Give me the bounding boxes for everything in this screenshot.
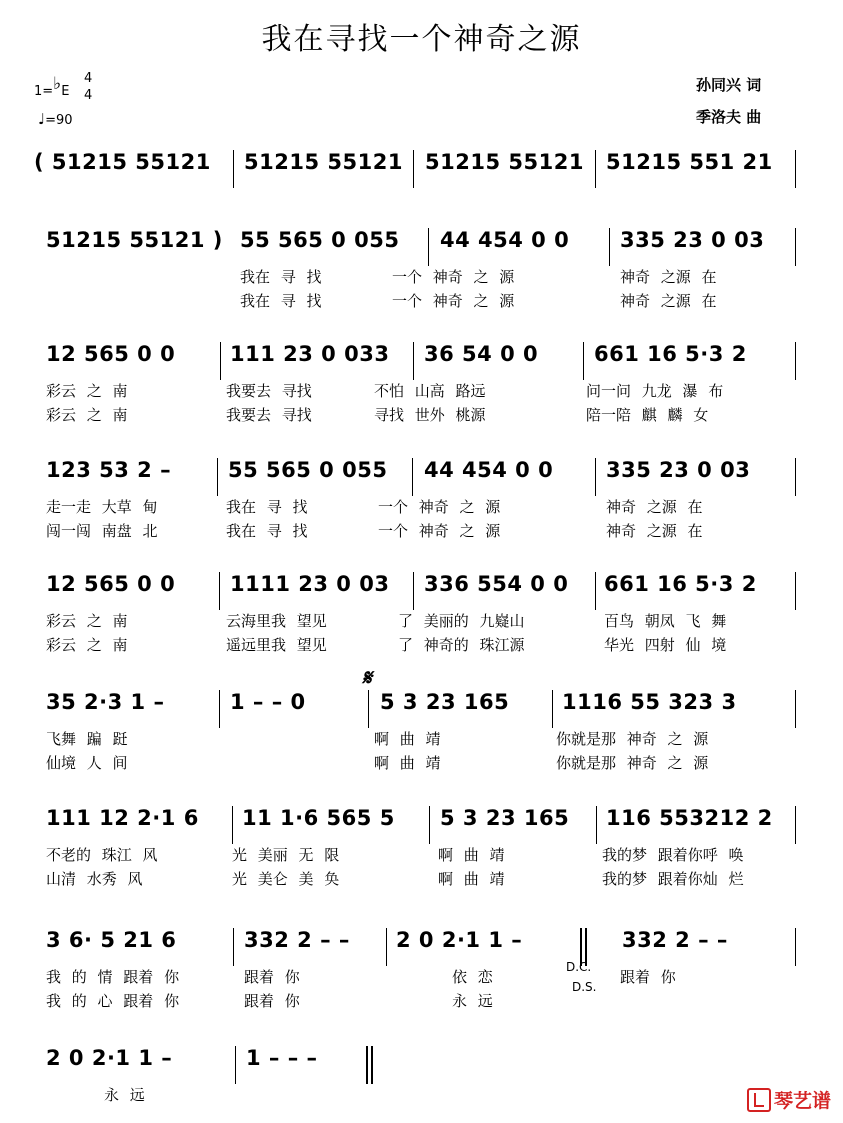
measure: 51215 55121 ) [46, 228, 223, 252]
lyric-segment: 不老的 珠江 风 [46, 846, 158, 864]
measure: 111 12 2·1 6 [46, 806, 199, 830]
barline [413, 572, 414, 610]
measure: 5 3 23 165 [380, 690, 510, 714]
barline [233, 928, 234, 966]
measure: 332 2 – – [622, 928, 728, 952]
lyrics-verse-2 [0, 520, 843, 544]
lyric-segment: 永 远 [104, 1086, 145, 1104]
lyrics-verse-2 [0, 634, 843, 658]
lyric-segment: 彩云 之 南 [46, 382, 128, 400]
measure: 111 23 0 033 [230, 342, 390, 366]
key-note: E [61, 84, 70, 99]
barline [413, 150, 414, 188]
lyric-segment: 彩云 之 南 [46, 636, 128, 654]
lyric-segment: 啊 曲 靖 [438, 870, 505, 888]
notes-row [0, 806, 843, 846]
lyrics-verse-1 [0, 380, 843, 404]
barline [219, 572, 220, 610]
lyric-segment: 啊 曲 靖 [374, 754, 441, 772]
barline [609, 228, 610, 266]
lyric-segment: 我 的 心 跟着 你 [46, 992, 180, 1010]
notes-row [0, 666, 843, 730]
lyric-segment: 彩云 之 南 [46, 612, 128, 630]
barline [219, 690, 220, 728]
lyric-segment: 我要去 寻找 [226, 382, 312, 400]
time-top: 4 [84, 71, 93, 86]
barline [583, 342, 584, 380]
lyric-segment: 啊 曲 靖 [438, 846, 505, 864]
barline [428, 228, 429, 266]
ds-marker: D.S. [572, 980, 597, 994]
lyric-segment: 我在 寻 找 [240, 268, 322, 286]
lyrics-verse-1 [0, 844, 843, 868]
measure: 5 3 23 165 [440, 806, 570, 830]
barline [232, 806, 233, 844]
lyric-segment: 光 美仑 美 奂 [232, 870, 340, 888]
lyric-segment: 一个 神奇 之 源 [378, 522, 501, 540]
barline [795, 342, 796, 380]
lyric-segment: 光 美丽 无 限 [232, 846, 340, 864]
lyric-segment: 一个 神奇 之 源 [392, 268, 515, 286]
barline [366, 1046, 368, 1084]
barline [413, 342, 414, 380]
lyric-segment: 寻找 世外 桃源 [374, 406, 486, 424]
barline [235, 1046, 236, 1084]
lyric-segment: 我在 寻 找 [240, 292, 322, 310]
barline [596, 806, 597, 844]
lyric-segment: 跟着 你 [620, 968, 676, 986]
tempo-marking [38, 110, 73, 128]
barline [595, 572, 596, 610]
lyric-segment: 你就是那 神奇 之 源 [556, 730, 709, 748]
notes-row [0, 150, 843, 190]
measure: 3 6· 5 21 6 [46, 928, 177, 952]
barline [429, 806, 430, 844]
measure: 661 16 5·3 2 [594, 342, 747, 366]
lyric-segment: 陪一陪 麒 麟 女 [586, 406, 709, 424]
barline [595, 458, 596, 496]
measure: 335 23 0 03 [620, 228, 765, 252]
lyric-segment: 神奇 之源 在 [606, 498, 703, 516]
lyrics-verse-2 [0, 290, 843, 314]
lyric-segment: 神奇 之源 在 [620, 292, 717, 310]
lyric-segment: 永 远 [452, 992, 493, 1010]
lyric-segment: 山清 水秀 风 [46, 870, 143, 888]
measure: 1111 23 0 03 [230, 572, 390, 596]
measure: 55 565 0 055 [240, 228, 400, 252]
lyric-segment: 你就是那 神奇 之 源 [556, 754, 709, 772]
lyrics-verse-2 [0, 868, 843, 892]
lyric-segment: 我 的 情 跟着 你 [46, 968, 180, 986]
measure: 44 454 0 0 [440, 228, 570, 252]
lyric-segment: 百鸟 朝凤 飞 舞 [604, 612, 727, 630]
barline [552, 690, 553, 728]
key-tonic: 1= [34, 84, 54, 99]
barline [795, 806, 796, 844]
segno-sign: 𝄋 [362, 666, 372, 691]
lyric-segment: 我要去 寻找 [226, 406, 312, 424]
measure: 332 2 – – [244, 928, 350, 952]
measure: 123 53 2 – [46, 458, 172, 482]
measure: 1 – – – [246, 1046, 318, 1070]
measure: 12 565 0 0 [46, 572, 176, 596]
lyric-segment: 彩云 之 南 [46, 406, 128, 424]
lyric-segment: 神奇 之源 在 [606, 522, 703, 540]
lyric-segment: 仙境 人 间 [46, 754, 128, 772]
lyric-segment: 云海里我 望见 [226, 612, 327, 630]
measure: 51215 55121 [244, 150, 403, 174]
lyrics-verse-2 [0, 990, 843, 1014]
notes-row [0, 458, 843, 498]
barline [795, 928, 796, 966]
lyric-segment: 一个 神奇 之 源 [392, 292, 515, 310]
measure: 1 – – 0 [230, 690, 306, 714]
barline [795, 150, 796, 188]
barline [371, 1046, 373, 1084]
measure: 35 2·3 1 – [46, 690, 165, 714]
lyrics-verse-1 [0, 266, 843, 290]
quarter-note-icon: ♩ [38, 110, 46, 128]
lyrics-verse-1 [0, 728, 843, 752]
measure: 12 565 0 0 [46, 342, 176, 366]
lyrics-verse-1 [0, 966, 843, 990]
barline [795, 690, 796, 728]
lyric-segment: 一个 神奇 之 源 [378, 498, 501, 516]
barline [368, 690, 369, 728]
key-signature [34, 74, 70, 100]
measure: 2 0 2·1 1 – [46, 1046, 173, 1070]
measure: 661 16 5·3 2 [604, 572, 757, 596]
lyric-segment: 走一走 大草 甸 [46, 498, 158, 516]
measure: ( 51215 55121 [34, 150, 211, 174]
composer-credit: 季洛夫 曲 [696, 108, 762, 126]
lyric-segment: 跟着 你 [244, 968, 300, 986]
barline [220, 342, 221, 380]
lyric-segment: 了 美丽的 九嶷山 [398, 612, 525, 630]
barline [217, 458, 218, 496]
measure: 55 565 0 055 [228, 458, 388, 482]
lyric-segment: 跟着 你 [244, 992, 300, 1010]
barline [595, 150, 596, 188]
lyric-segment: 我在 寻 找 [226, 498, 308, 516]
lyrics-verse-2 [0, 404, 843, 428]
notes-row [0, 928, 843, 968]
lyric-segment: 我在 寻 找 [226, 522, 308, 540]
notes-row [0, 342, 843, 382]
lyric-segment: 飞舞 蹁 跹 [46, 730, 128, 748]
tempo-value: =90 [45, 113, 73, 128]
measure: 336 554 0 0 [424, 572, 569, 596]
logo-icon [747, 1088, 771, 1112]
lyricist-credit: 孙同兴 词 [696, 76, 762, 94]
barline [795, 228, 796, 266]
barline [795, 572, 796, 610]
lyrics-verse-1 [0, 610, 843, 634]
notes-row [0, 228, 843, 268]
barline [795, 458, 796, 496]
song-title: 我在寻找一个神奇之源 [261, 22, 582, 57]
lyrics-verse-2 [0, 752, 843, 776]
dc-marker: D.C. [566, 960, 592, 974]
lyric-segment: 遥远里我 望见 [226, 636, 327, 654]
lyric-segment: 问一问 九龙 瀑 布 [586, 382, 724, 400]
measure: 36 54 0 0 [424, 342, 539, 366]
lyric-segment: 华光 四射 仙 境 [604, 636, 727, 654]
lyric-segment: 神奇 之源 在 [620, 268, 717, 286]
notes-row [0, 1046, 843, 1086]
lyric-segment: 我的梦 跟着你呼 唤 [602, 846, 744, 864]
notes-row [0, 572, 843, 612]
measure: 335 23 0 03 [606, 458, 751, 482]
lyric-segment: 我的梦 跟着你灿 烂 [602, 870, 744, 888]
time-bottom: 4 [84, 88, 93, 103]
measure: 51215 55121 [425, 150, 584, 174]
barline [233, 150, 234, 188]
measure: 44 454 0 0 [424, 458, 554, 482]
measure: 1116 55 323 3 [562, 690, 737, 714]
lyric-segment: 依 恋 [452, 968, 493, 986]
flat-sign: ♭ [53, 74, 62, 94]
time-signature [84, 70, 92, 104]
barline [412, 458, 413, 496]
measure: 2 0 2·1 1 – [396, 928, 523, 952]
barline [386, 928, 387, 966]
watermark-logo [747, 1086, 831, 1113]
measure: 116 553212 2 [606, 806, 773, 830]
lyrics-verse-1 [0, 1084, 843, 1108]
lyric-segment: 啊 曲 靖 [374, 730, 441, 748]
measure: 51215 551 21 [606, 150, 773, 174]
lyric-segment: 不怕 山高 路远 [374, 382, 486, 400]
lyric-segment: 闯一闯 南盘 北 [46, 522, 158, 540]
lyrics-verse-1 [0, 496, 843, 520]
measure: 11 1·6 565 5 [242, 806, 395, 830]
lyric-segment: 了 神奇的 珠江源 [398, 636, 525, 654]
watermark-text: 琴艺谱 [773, 1090, 831, 1112]
